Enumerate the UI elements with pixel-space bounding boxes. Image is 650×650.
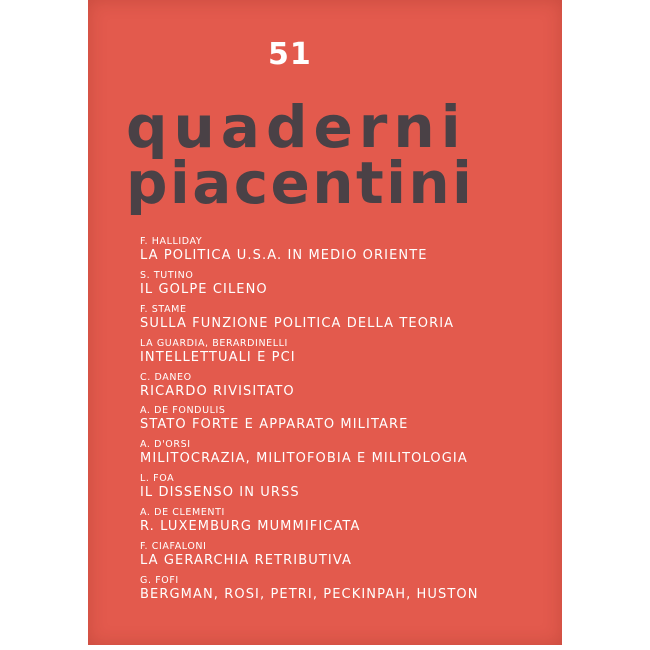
toc-entry [140, 507, 550, 541]
entry-author: A. DE CLEMENTI [140, 507, 225, 519]
entry-title: INTELLETTUALI E PCI [140, 349, 296, 365]
entry-author: C. DANEO [140, 371, 192, 383]
entry-title: LA GERARCHIA RETRIBUTIVA [140, 553, 352, 569]
entry-title: RICARDO RIVISITATO [140, 383, 295, 399]
entry-title: STATO FORTE E APPARATO MILITARE [140, 417, 409, 433]
entry-author: A. D'ORSI [140, 439, 191, 451]
entry-title: R. LUXEMBURG MUMMIFICATA [140, 519, 361, 535]
entry-author: F. HALLIDAY [140, 236, 203, 247]
toc-entry [140, 270, 550, 304]
toc-entry [140, 575, 550, 609]
magazine-title-line-2: piacentini [126, 149, 475, 217]
toc-entry [140, 236, 550, 270]
entry-author: F. STAME [140, 303, 187, 315]
entry-title: LA POLITICA U.S.A. IN MEDIO ORIENTE [140, 248, 428, 263]
entry-title: IL DISSENSO IN URSS [140, 485, 300, 501]
entry-author: LA GUARDIA, BERARDINELLI [140, 337, 288, 349]
toc-entry [140, 304, 550, 338]
toc-entry [140, 338, 550, 372]
entry-author: S. TUTINO [140, 269, 194, 281]
toc-entry [140, 473, 550, 507]
toc-entry [140, 405, 550, 439]
magazine-title-line-1: quaderni [126, 93, 467, 161]
entry-author: F. CIAFALONI [140, 541, 207, 553]
entry-author: A. DE FONDULIS [140, 405, 226, 417]
toc-entry [140, 439, 550, 473]
entry-author: G. FOFI [140, 574, 179, 586]
issue-number: 51 [268, 37, 312, 72]
toc-entry [140, 372, 550, 406]
entry-author: L. FOA [140, 473, 175, 485]
entry-title: BERGMAN, ROSI, PETRI, PECKINPAH, HUSTON [140, 586, 479, 602]
magazine-cover [88, 0, 562, 645]
entry-title: MILITOCRAZIA, MILITOFOBIA E MILITOLOGIA [140, 451, 468, 467]
table-of-contents [140, 236, 550, 609]
entry-title: IL GOLPE CILENO [140, 281, 268, 297]
entry-title: SULLA FUNZIONE POLITICA DELLA TEORIA [140, 315, 455, 331]
toc-entry [140, 541, 550, 575]
